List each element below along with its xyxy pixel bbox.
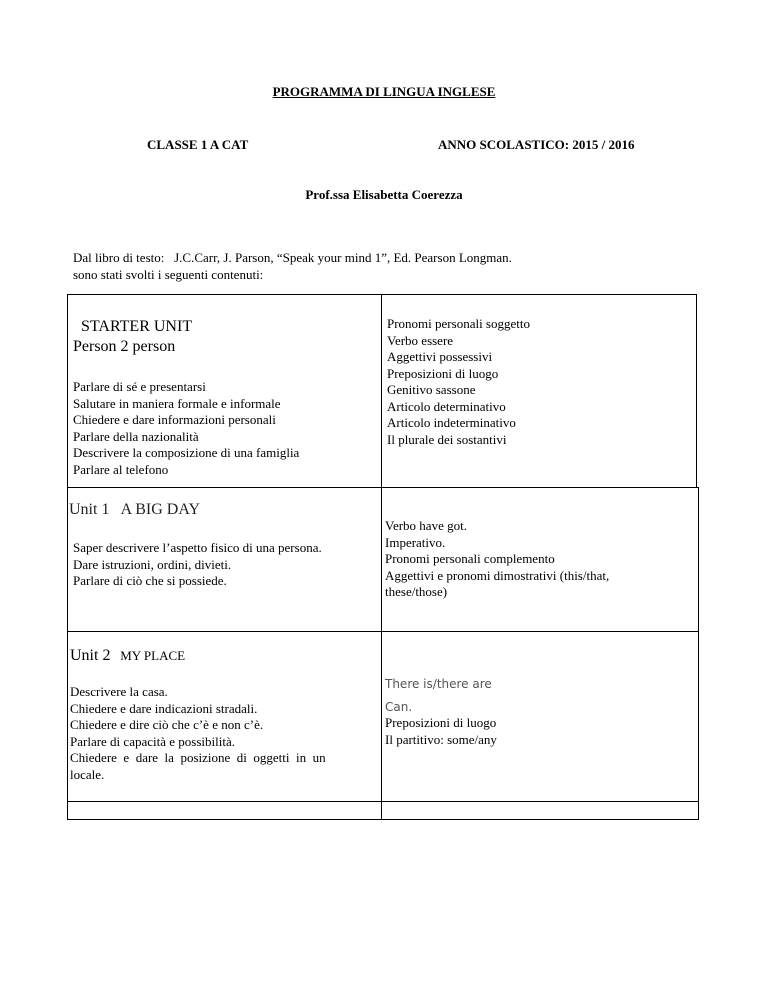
list-item: Parlare di sé e presentarsi bbox=[73, 379, 206, 394]
list-item: Genitivo sassone bbox=[387, 382, 476, 397]
list-item: Parlare di ciò che si possiede. bbox=[73, 573, 227, 588]
list-item: Parlare della nazionalità bbox=[73, 428, 199, 444]
unit-1-name: A BIG DAY bbox=[120, 501, 200, 518]
starter-unit-subtitle: Person 2 person bbox=[73, 338, 176, 355]
list-item: Saper descrivere l’aspetto fisico di una persona. bbox=[73, 540, 322, 555]
list-item: Verbo have got. bbox=[385, 518, 467, 533]
list-item: Salutare in maniera formale e informale bbox=[73, 395, 281, 411]
starter-unit-grammar-list bbox=[387, 316, 687, 448]
list-item: these/those) bbox=[385, 584, 448, 599]
table-row-divider-3 bbox=[67, 801, 699, 802]
table-border-right-lower bbox=[698, 487, 699, 820]
intro-line-2: sono stati svolti i seguenti contenuti: bbox=[73, 267, 264, 282]
list-item: Verbo essere bbox=[387, 332, 454, 348]
list-item: Articolo determinativo bbox=[387, 398, 506, 414]
unit-2-grammar-cell bbox=[385, 676, 690, 748]
program-table bbox=[67, 294, 699, 820]
list-item: Preposizioni di luogo bbox=[385, 715, 497, 730]
table-border-right-upper bbox=[696, 294, 697, 487]
unit-1-grammar-cell bbox=[385, 518, 690, 601]
unit-1-functions-list bbox=[69, 540, 374, 590]
list-item: There is/there are bbox=[385, 677, 492, 691]
list-item: Pronomi personali soggetto bbox=[387, 316, 530, 331]
table-row-divider-2 bbox=[67, 631, 699, 632]
unit-1-grammar-list bbox=[385, 518, 690, 601]
list-item: Descrivere la composizione di una famiglia bbox=[73, 445, 300, 460]
list-item: Dare istruzioni, ordini, divieti. bbox=[73, 556, 232, 572]
unit-1-functions-cell bbox=[69, 500, 374, 590]
table-border-bottom bbox=[67, 819, 699, 820]
list-item: Chiedere e dare indicazioni stradali. bbox=[70, 700, 258, 716]
list-item: Chiedere e dire ciò che c’è e non c’è. bbox=[70, 717, 264, 732]
list-item: Parlare al telefono bbox=[73, 461, 169, 477]
intro-text bbox=[73, 249, 512, 283]
starter-unit-grammar-cell bbox=[387, 316, 687, 448]
table-border-top bbox=[67, 294, 697, 295]
starter-unit-functions-list bbox=[73, 379, 373, 478]
unit-1-number: Unit 1 bbox=[69, 501, 110, 518]
table-border-left bbox=[67, 294, 68, 820]
unit-2-name: MY PLACE bbox=[120, 648, 186, 663]
list-item: Il plurale dei sostantivi bbox=[387, 431, 507, 447]
unit-2-title bbox=[70, 646, 378, 666]
unit-2-number: Unit 2 bbox=[70, 647, 111, 664]
list-item: Pronomi personali complemento bbox=[385, 551, 555, 566]
class-label: CLASSE 1 A CAT bbox=[147, 137, 249, 152]
list-item: Articolo indeterminativo bbox=[387, 415, 516, 430]
list-item: Il partitivo: some/any bbox=[385, 731, 497, 747]
list-item: Can. bbox=[385, 699, 413, 714]
list-item: locale. bbox=[70, 766, 105, 782]
list-item: Preposizioni di luogo bbox=[387, 365, 499, 381]
intro-line-1: Dal libro di testo: J.C.Carr, J. Parson, “Speak your mind 1”, Ed. Pearson Longman. bbox=[73, 250, 512, 265]
list-item: Chiedere e dare informazioni personali bbox=[73, 412, 276, 427]
unit-2-functions-cell bbox=[70, 646, 378, 783]
table-column-divider bbox=[381, 294, 382, 820]
document-title: PROGRAMMA DI LINGUA INGLESE bbox=[272, 84, 496, 99]
starter-unit-functions-cell bbox=[73, 317, 373, 478]
teacher-name: Prof.ssa Elisabetta Coerezza bbox=[305, 187, 463, 202]
table-row-divider-1 bbox=[67, 487, 699, 488]
list-item: Chiedere e dare la posizione di oggetti in un bbox=[70, 750, 326, 765]
list-item: Imperativo. bbox=[385, 534, 446, 550]
starter-unit-title: STARTER UNIT bbox=[81, 318, 193, 335]
list-item: Descrivere la casa. bbox=[70, 684, 168, 699]
unit-2-functions-list bbox=[70, 684, 378, 783]
unit-1-title bbox=[69, 500, 374, 520]
list-item: Aggettivi possessivi bbox=[387, 349, 493, 364]
school-year-label: ANNO SCOLASTICO: 2015 / 2016 bbox=[438, 137, 635, 152]
list-item: Aggettivi e pronomi dimostrativi (this/that, bbox=[385, 567, 610, 583]
list-item: Parlare di capacità e possibilità. bbox=[70, 733, 235, 749]
